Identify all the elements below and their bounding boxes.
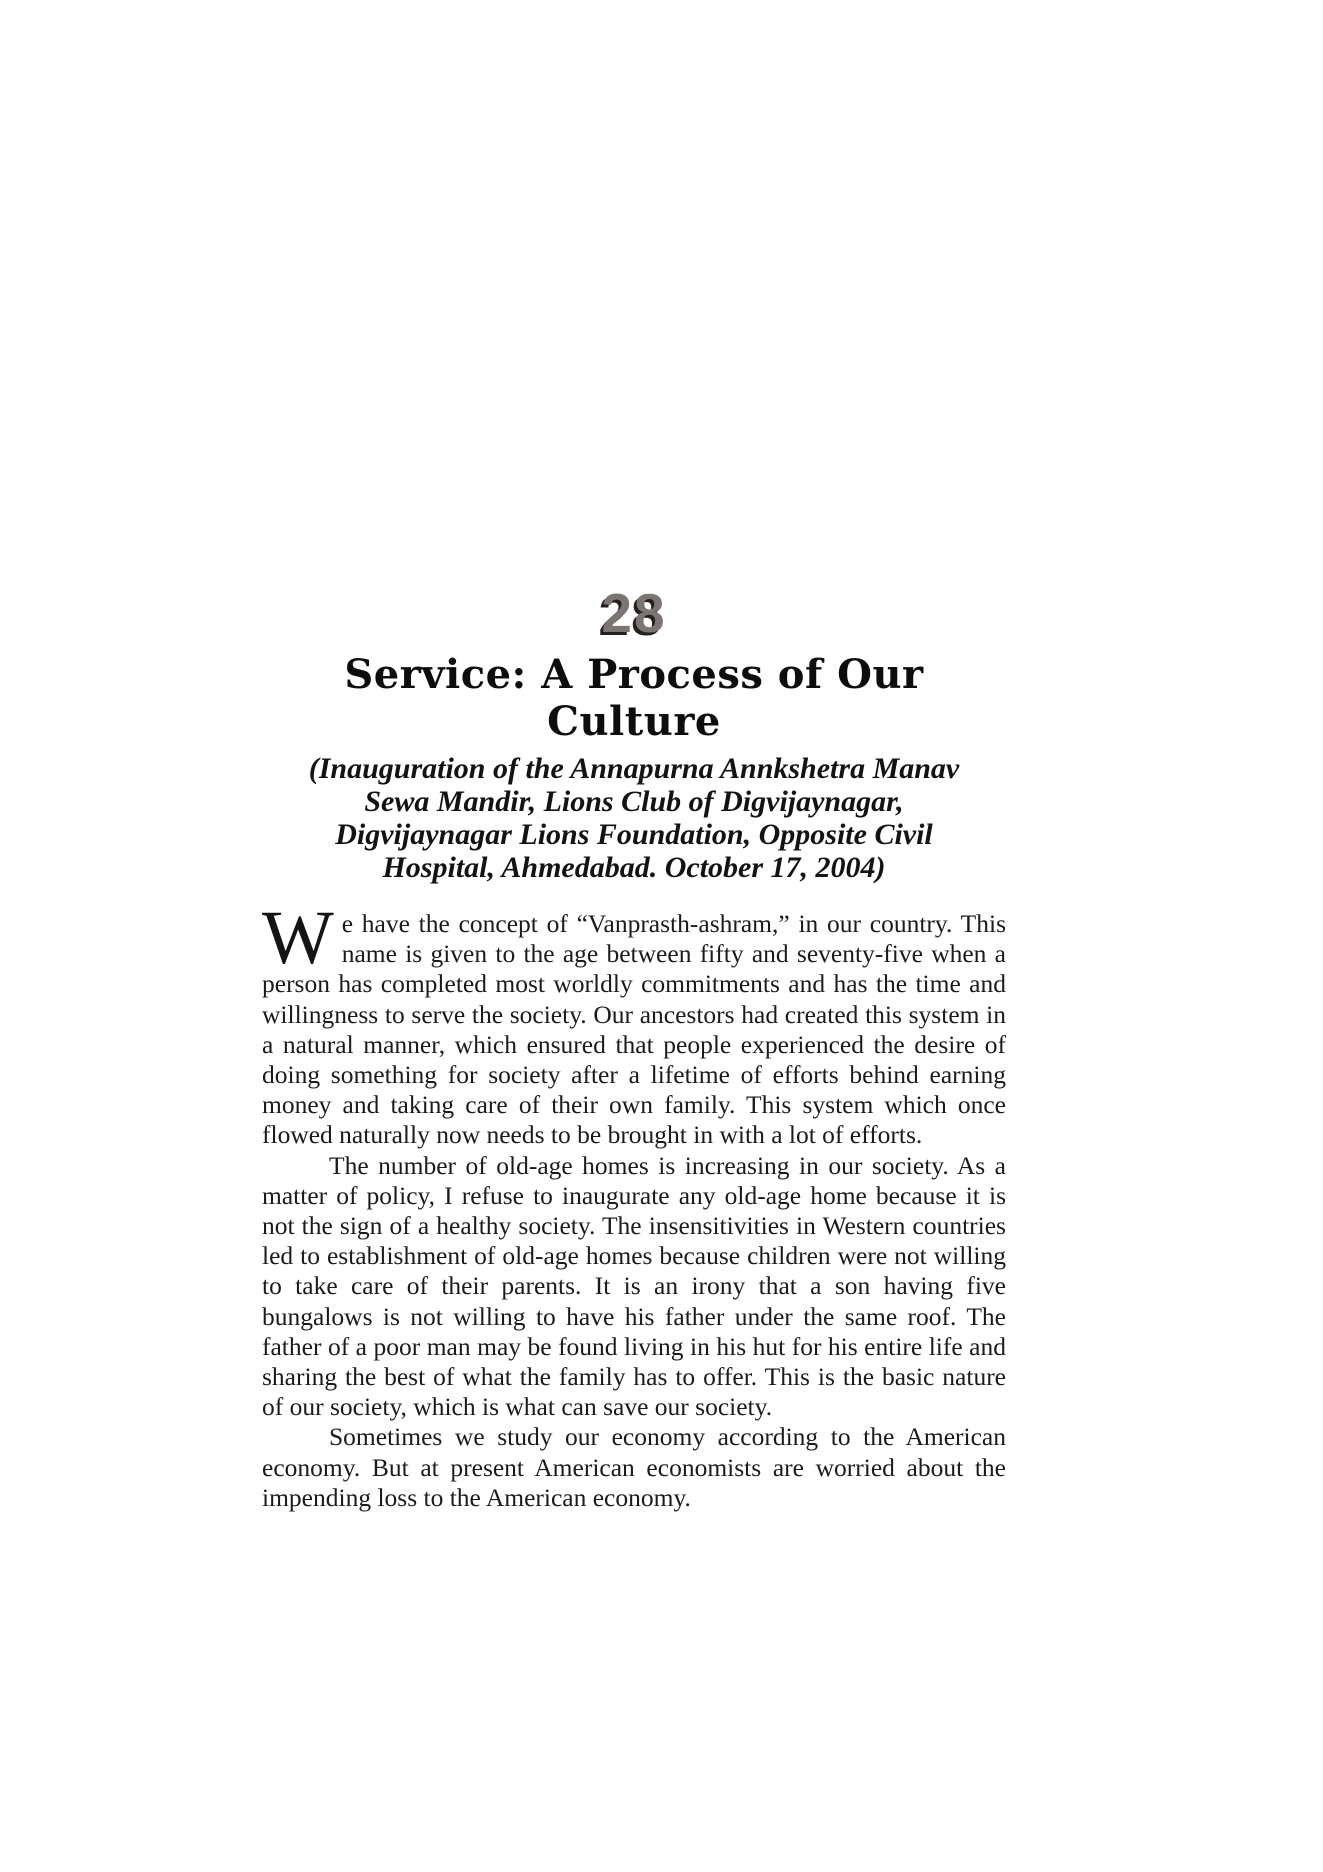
chapter-number: 28 — [601, 582, 667, 644]
paragraph-1 — [262, 896, 1006, 1151]
subtitle-line: (Inauguration of the Annapurna Annkshetra Manav — [308, 752, 960, 785]
paragraph-3 — [262, 1422, 1006, 1513]
chapter-title: Service: A Process of Our Culture — [344, 651, 924, 745]
subtitle-line: Sewa Mandir, Lions Club of Digvijaynagar, — [364, 785, 904, 818]
page-content — [262, 582, 1006, 1513]
chapter-subtitle — [262, 752, 1006, 884]
body-text — [262, 896, 1006, 1513]
paragraph-2-text: The number of old-age homes is increasing in our society. As a matter of policy, I refuse to inaugurate any old-age home because it is not the sign of a healthy society. The insensitivities in Western countries led to establishment of old-age homes because children were not willing to take care of their parents. It is an irony that a son having five bungalows is not willing to have his father under the same roof. The father of a poor man may be found living in his hut for his entire life and sharing the best of what the family has to offer. This is the basic nature of our society, which is what can save our society. — [262, 1150, 1006, 1422]
paragraph-3-text: Sometimes we study our economy according to the American economy. But at present American economists are worried about the impending loss to the American economy. — [262, 1422, 1006, 1512]
paragraph-2 — [262, 1151, 1006, 1423]
paragraph-1-text: e have the concept of “Vanprasth-ashram,” in our country. This name is given to the age between fifty and seventy-five when a person has completed most worldly commitments and has the time and willingness to serve the society. Our ancestors had created this system in a natural manner, which ensured that people experienced the desire of doing something for society after a lifetime of efforts behind earning money and taking care of their own family. This system which once flowed naturally now needs to be brought in with a lot of efforts. — [262, 909, 1006, 1150]
subtitle-line: Hospital, Ahmedabad. October 17, 2004) — [382, 851, 886, 884]
drop-cap: W — [262, 896, 334, 980]
subtitle-line: Digvijaynagar Lions Foundation, Opposite Civil — [335, 818, 933, 851]
